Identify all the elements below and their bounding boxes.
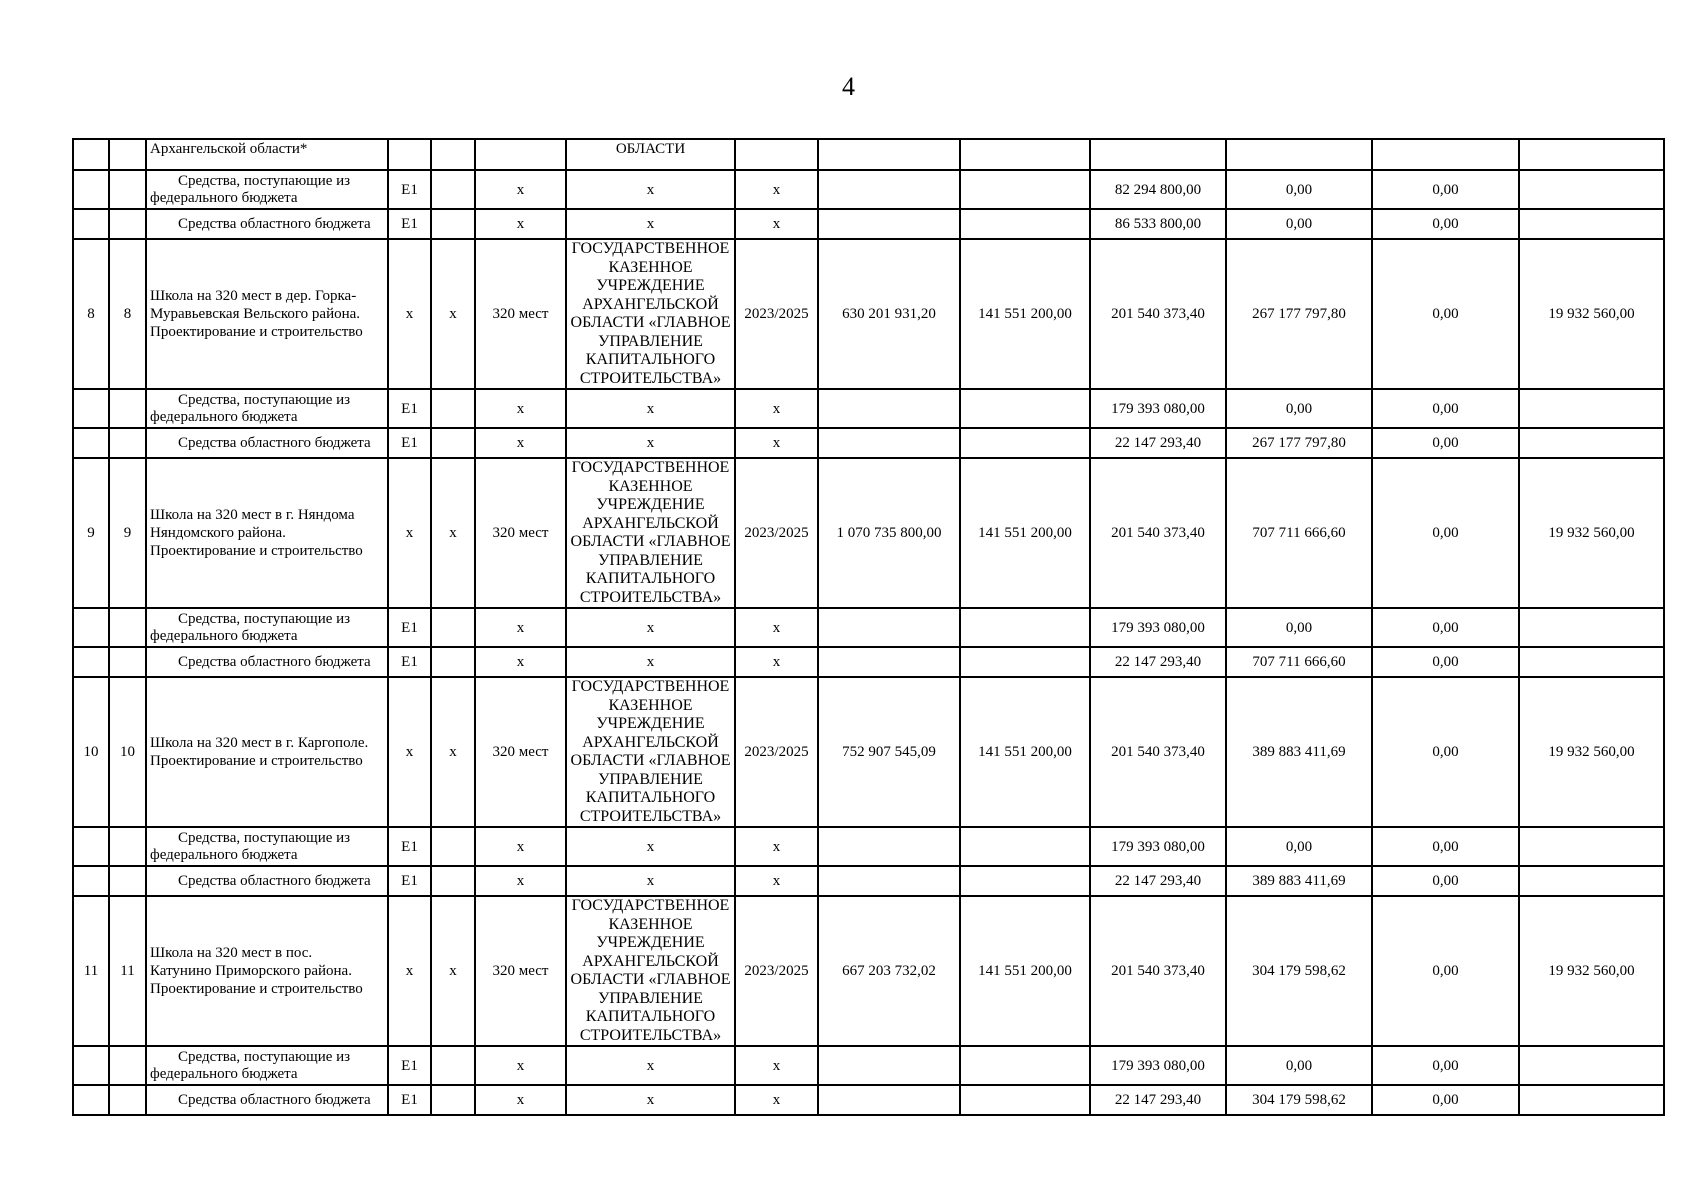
cell-num1: 9 — [73, 458, 109, 608]
cell-organization — [566, 458, 735, 608]
cell-c10: 389 883 411,69 — [1226, 866, 1372, 896]
table-row-regional-funds — [73, 866, 1664, 896]
cell-c3 — [431, 1085, 475, 1115]
cell-c10: 0,00 — [1226, 1046, 1372, 1085]
name-line: Проектирование и строительство — [150, 981, 363, 997]
cell-c12 — [1519, 1046, 1664, 1085]
cell-num2 — [109, 866, 146, 896]
name-line: Средства, поступающие из — [178, 391, 351, 408]
cell-organization: х — [566, 1085, 735, 1115]
cell-period: х — [735, 428, 818, 458]
cell-c3: х — [431, 896, 475, 1046]
table-row-regional-funds — [73, 209, 1664, 239]
cell-num1 — [73, 1085, 109, 1115]
cell-total-cost — [818, 647, 960, 677]
cell-code: х — [388, 896, 431, 1046]
cell-total-cost — [818, 608, 960, 647]
cell-capacity: х — [475, 209, 566, 239]
cell-capacity: 320 мест — [475, 896, 566, 1046]
cell-num2 — [109, 428, 146, 458]
cell-name — [146, 1046, 388, 1085]
cell-code: х — [388, 677, 431, 827]
cell-c8 — [960, 827, 1090, 866]
cell-c11: 0,00 — [1372, 239, 1519, 389]
org-line: КАЗЕННОЕ — [608, 258, 693, 276]
cell-period: х — [735, 647, 818, 677]
org-line: УПРАВЛЕНИЕ — [598, 989, 703, 1007]
cell-num2 — [109, 139, 146, 170]
cell-c11: 0,00 — [1372, 1085, 1519, 1115]
cell-c3 — [431, 389, 475, 428]
cell-total-cost: 667 203 732,02 — [818, 896, 960, 1046]
table-body — [73, 139, 1664, 1115]
cell-c11 — [1372, 139, 1519, 170]
cell-num1 — [73, 428, 109, 458]
cell-period: х — [735, 608, 818, 647]
cell-num1 — [73, 139, 109, 170]
cell-code: Е1 — [388, 827, 431, 866]
cell-c10: 267 177 797,80 — [1226, 239, 1372, 389]
cell-code: Е1 — [388, 389, 431, 428]
cell-organization: х — [566, 866, 735, 896]
cell-period: 2023/2025 — [735, 677, 818, 827]
org-line: СТРОИТЕЛЬСТВА» — [579, 1026, 722, 1044]
cell-c9: 22 147 293,40 — [1090, 428, 1226, 458]
cell-c3: х — [431, 458, 475, 608]
cell-c8: 141 551 200,00 — [960, 896, 1090, 1046]
cell-organization: ОБЛАСТИ — [566, 139, 735, 170]
cell-c9 — [1090, 139, 1226, 170]
cell-c3 — [431, 428, 475, 458]
cell-name — [146, 647, 388, 677]
cell-c12: 19 932 560,00 — [1519, 677, 1664, 827]
table-row-federal-funds — [73, 389, 1664, 428]
cell-c10: 304 179 598,62 — [1226, 896, 1372, 1046]
cell-period: х — [735, 1085, 818, 1115]
cell-c12 — [1519, 1085, 1664, 1115]
table-row-project — [73, 677, 1664, 827]
org-line: СТРОИТЕЛЬСТВА» — [579, 369, 722, 387]
cell-num1: 8 — [73, 239, 109, 389]
cell-c8: 141 551 200,00 — [960, 458, 1090, 608]
org-line: КАЗЕННОЕ — [608, 696, 693, 714]
cell-code: Е1 — [388, 608, 431, 647]
cell-c9: 179 393 080,00 — [1090, 608, 1226, 647]
cell-num2 — [109, 827, 146, 866]
cell-total-cost — [818, 209, 960, 239]
org-line: КАПИТАЛЬНОГО — [585, 789, 716, 806]
name-line: Средства, поступающие из — [178, 829, 351, 846]
cell-code: х — [388, 458, 431, 608]
cell-num2: 10 — [109, 677, 146, 827]
cell-c12: 19 932 560,00 — [1519, 896, 1664, 1046]
table-row-project — [73, 896, 1664, 1046]
org-line: ГОСУДАРСТВЕННОЕ — [571, 678, 730, 695]
cell-c11: 0,00 — [1372, 608, 1519, 647]
cell-name — [146, 677, 388, 827]
org-line: УЧРЕЖДЕНИЕ — [596, 934, 705, 951]
cell-name — [146, 896, 388, 1046]
name-line: Средства, поступающие из — [178, 1048, 351, 1065]
cell-c3 — [431, 827, 475, 866]
cell-c10: 389 883 411,69 — [1226, 677, 1372, 827]
cell-code: Е1 — [388, 1085, 431, 1115]
org-line: КАЗЕННОЕ — [608, 915, 693, 933]
cell-c10: 267 177 797,80 — [1226, 428, 1372, 458]
cell-num2: 11 — [109, 896, 146, 1046]
cell-name — [146, 239, 388, 389]
cell-total-cost — [818, 389, 960, 428]
cell-name: Архангельской области* — [146, 139, 388, 170]
org-line: АРХАНГЕЛЬСКОЙ — [582, 733, 719, 751]
name-line: Школа на 320 мест в г. Няндома — [150, 507, 355, 523]
cell-code: Е1 — [388, 209, 431, 239]
name-line: федерального бюджета — [150, 846, 298, 863]
name-line: Школа на 320 мест в дер. Горка- — [150, 288, 357, 304]
cell-period: х — [735, 827, 818, 866]
cell-organization: х — [566, 827, 735, 866]
name-line: федерального бюджета — [150, 189, 298, 206]
cell-name — [146, 827, 388, 866]
cell-c11: 0,00 — [1372, 428, 1519, 458]
org-line: ГОСУДАРСТВЕННОЕ — [571, 897, 730, 914]
table-row-regional-funds — [73, 428, 1664, 458]
cell-c12 — [1519, 209, 1664, 239]
cell-c11: 0,00 — [1372, 647, 1519, 677]
cell-total-cost — [818, 866, 960, 896]
cell-c11: 0,00 — [1372, 209, 1519, 239]
page-number: 4 — [842, 72, 855, 101]
cell-code: Е1 — [388, 866, 431, 896]
cell-c3 — [431, 866, 475, 896]
cell-c10: 707 711 666,60 — [1226, 647, 1372, 677]
cell-c8 — [960, 608, 1090, 647]
cell-num1 — [73, 647, 109, 677]
name-line: Средства областного бюджета — [178, 215, 371, 232]
cell-code: Е1 — [388, 428, 431, 458]
cell-c3 — [431, 1046, 475, 1085]
cell-c12: 19 932 560,00 — [1519, 458, 1664, 608]
cell-capacity: х — [475, 827, 566, 866]
cell-period: 2023/2025 — [735, 896, 818, 1046]
cell-c12 — [1519, 170, 1664, 209]
cell-name — [146, 428, 388, 458]
cell-organization: х — [566, 170, 735, 209]
cell-period — [735, 139, 818, 170]
cell-num1 — [73, 1046, 109, 1085]
cell-capacity: х — [475, 1046, 566, 1085]
name-line: Муравьевская Вельского района. — [150, 306, 361, 322]
cell-c8: 141 551 200,00 — [960, 677, 1090, 827]
org-line: ГОСУДАРСТВЕННОЕ — [571, 459, 730, 476]
cell-name — [146, 389, 388, 428]
cell-c11: 0,00 — [1372, 1046, 1519, 1085]
table-row-project — [73, 239, 1664, 389]
org-line: УПРАВЛЕНИЕ — [598, 332, 703, 350]
table-row-federal-funds — [73, 170, 1664, 209]
org-line: УПРАВЛЕНИЕ — [598, 551, 703, 569]
cell-c9: 201 540 373,40 — [1090, 677, 1226, 827]
name-line: Средства, поступающие из — [178, 172, 351, 189]
table-row-regional-funds — [73, 647, 1664, 677]
investment-table — [72, 138, 1665, 1116]
cell-code — [388, 139, 431, 170]
table-row-federal-funds — [73, 608, 1664, 647]
cell-c3 — [431, 139, 475, 170]
cell-total-cost: 752 907 545,09 — [818, 677, 960, 827]
org-line: АРХАНГЕЛЬСКОЙ — [582, 952, 719, 970]
cell-num2: 8 — [109, 239, 146, 389]
org-line: ГОСУДАРСТВЕННОЕ — [571, 240, 730, 257]
cell-c8: 141 551 200,00 — [960, 239, 1090, 389]
cell-c9: 82 294 800,00 — [1090, 170, 1226, 209]
cell-capacity: 320 мест — [475, 239, 566, 389]
table-row-federal-funds — [73, 1046, 1664, 1085]
cell-period: х — [735, 209, 818, 239]
cell-c3: х — [431, 239, 475, 389]
org-line: УЧРЕЖДЕНИЕ — [596, 715, 705, 732]
cell-c11: 0,00 — [1372, 827, 1519, 866]
org-line: КАПИТАЛЬНОГО — [585, 351, 716, 368]
cell-name — [146, 209, 388, 239]
cell-c3 — [431, 608, 475, 647]
org-line: УЧРЕЖДЕНИЕ — [596, 496, 705, 513]
cell-num1 — [73, 209, 109, 239]
cell-capacity: х — [475, 170, 566, 209]
table-row-project — [73, 458, 1664, 608]
cell-c12 — [1519, 428, 1664, 458]
cell-organization — [566, 677, 735, 827]
cell-c9: 201 540 373,40 — [1090, 239, 1226, 389]
cell-capacity: 320 мест — [475, 677, 566, 827]
cell-c10 — [1226, 139, 1372, 170]
cell-organization — [566, 239, 735, 389]
cell-c9: 22 147 293,40 — [1090, 866, 1226, 896]
cell-period: х — [735, 170, 818, 209]
name-line: Проектирование и строительство — [150, 753, 363, 769]
cell-name — [146, 866, 388, 896]
cell-c11: 0,00 — [1372, 866, 1519, 896]
cell-c10: 0,00 — [1226, 389, 1372, 428]
cell-c3: х — [431, 677, 475, 827]
cell-name — [146, 458, 388, 608]
table-row-continuation — [73, 139, 1664, 170]
cell-total-cost — [818, 428, 960, 458]
cell-c10: 707 711 666,60 — [1226, 458, 1372, 608]
name-line: Средства областного бюджета — [178, 1091, 371, 1108]
name-line: Средства областного бюджета — [178, 434, 371, 451]
cell-code: Е1 — [388, 647, 431, 677]
org-line: ОБЛАСТИ «ГЛАВНОЕ — [570, 314, 731, 331]
cell-c9: 179 393 080,00 — [1090, 827, 1226, 866]
cell-c10: 304 179 598,62 — [1226, 1085, 1372, 1115]
cell-c8 — [960, 209, 1090, 239]
cell-num2 — [109, 1085, 146, 1115]
cell-capacity: х — [475, 608, 566, 647]
org-line: КАЗЕННОЕ — [608, 477, 693, 495]
cell-num1: 10 — [73, 677, 109, 827]
table-row-regional-funds — [73, 1085, 1664, 1115]
cell-code: Е1 — [388, 170, 431, 209]
cell-organization: х — [566, 608, 735, 647]
cell-capacity: х — [475, 647, 566, 677]
cell-c3 — [431, 170, 475, 209]
org-line: КАПИТАЛЬНОГО — [585, 570, 716, 587]
cell-c11: 0,00 — [1372, 677, 1519, 827]
cell-capacity: 320 мест — [475, 458, 566, 608]
name-line: Катунино Приморского района. — [150, 963, 352, 979]
cell-num1 — [73, 827, 109, 866]
cell-total-cost — [818, 827, 960, 866]
cell-c3 — [431, 647, 475, 677]
cell-total-cost — [818, 170, 960, 209]
cell-num2 — [109, 608, 146, 647]
cell-code: х — [388, 239, 431, 389]
cell-total-cost — [818, 1085, 960, 1115]
cell-c11: 0,00 — [1372, 896, 1519, 1046]
cell-c8 — [960, 170, 1090, 209]
cell-organization — [566, 896, 735, 1046]
cell-capacity: х — [475, 389, 566, 428]
name-line: Школа на 320 мест в пос. — [150, 945, 313, 961]
cell-capacity: х — [475, 866, 566, 896]
cell-num2: 9 — [109, 458, 146, 608]
cell-c3 — [431, 209, 475, 239]
cell-num2 — [109, 647, 146, 677]
cell-c9: 201 540 373,40 — [1090, 896, 1226, 1046]
name-line: Средства областного бюджета — [178, 872, 371, 889]
org-line: ОБЛАСТИ «ГЛАВНОЕ — [570, 533, 731, 550]
cell-c10: 0,00 — [1226, 608, 1372, 647]
cell-c10: 0,00 — [1226, 170, 1372, 209]
cell-c12 — [1519, 139, 1664, 170]
cell-c12 — [1519, 827, 1664, 866]
cell-c9: 179 393 080,00 — [1090, 1046, 1226, 1085]
cell-c9: 201 540 373,40 — [1090, 458, 1226, 608]
cell-c8 — [960, 139, 1090, 170]
cell-name — [146, 170, 388, 209]
cell-period: х — [735, 866, 818, 896]
cell-c12 — [1519, 608, 1664, 647]
cell-total-cost — [818, 1046, 960, 1085]
name-line: федерального бюджета — [150, 627, 298, 644]
cell-capacity — [475, 139, 566, 170]
cell-c8 — [960, 389, 1090, 428]
cell-c8 — [960, 428, 1090, 458]
cell-name — [146, 608, 388, 647]
cell-total-cost: 1 070 735 800,00 — [818, 458, 960, 608]
name-line: Проектирование и строительство — [150, 324, 363, 340]
name-line: Средства областного бюджета — [178, 653, 371, 670]
cell-period: х — [735, 1046, 818, 1085]
cell-c12 — [1519, 389, 1664, 428]
cell-period: 2023/2025 — [735, 458, 818, 608]
cell-c8 — [960, 866, 1090, 896]
org-line: ОБЛАСТИ «ГЛАВНОЕ — [570, 752, 731, 769]
cell-c11: 0,00 — [1372, 389, 1519, 428]
cell-organization: х — [566, 428, 735, 458]
cell-c9: 179 393 080,00 — [1090, 389, 1226, 428]
cell-organization: х — [566, 389, 735, 428]
cell-code: Е1 — [388, 1046, 431, 1085]
org-line: КАПИТАЛЬНОГО — [585, 1008, 716, 1025]
org-line: АРХАНГЕЛЬСКОЙ — [582, 514, 719, 532]
org-line: ОБЛАСТИ «ГЛАВНОЕ — [570, 971, 731, 988]
table-row-federal-funds — [73, 827, 1664, 866]
cell-total-cost: 630 201 931,20 — [818, 239, 960, 389]
cell-num2 — [109, 170, 146, 209]
org-line: УЧРЕЖДЕНИЕ — [596, 277, 705, 294]
org-line: АРХАНГЕЛЬСКОЙ — [582, 295, 719, 313]
cell-num1: 11 — [73, 896, 109, 1046]
name-line: федерального бюджета — [150, 1065, 298, 1082]
cell-c8 — [960, 647, 1090, 677]
name-line: Проектирование и строительство — [150, 543, 363, 559]
cell-period: 2023/2025 — [735, 239, 818, 389]
cell-c10: 0,00 — [1226, 827, 1372, 866]
cell-organization: х — [566, 209, 735, 239]
cell-num2 — [109, 1046, 146, 1085]
cell-c12 — [1519, 866, 1664, 896]
cell-c9: 22 147 293,40 — [1090, 1085, 1226, 1115]
cell-name — [146, 1085, 388, 1115]
cell-total-cost — [818, 139, 960, 170]
cell-num2 — [109, 209, 146, 239]
org-line: СТРОИТЕЛЬСТВА» — [579, 807, 722, 825]
cell-capacity: х — [475, 1085, 566, 1115]
org-line: УПРАВЛЕНИЕ — [598, 770, 703, 788]
cell-num1 — [73, 866, 109, 896]
org-line: СТРОИТЕЛЬСТВА» — [579, 588, 722, 606]
name-line: Средства, поступающие из — [178, 610, 351, 627]
cell-capacity: х — [475, 428, 566, 458]
cell-num1 — [73, 608, 109, 647]
cell-c12: 19 932 560,00 — [1519, 239, 1664, 389]
cell-organization: х — [566, 1046, 735, 1085]
cell-organization: х — [566, 647, 735, 677]
cell-num1 — [73, 389, 109, 428]
cell-c11: 0,00 — [1372, 170, 1519, 209]
name-line: Няндомского района. — [150, 525, 286, 541]
cell-c11: 0,00 — [1372, 458, 1519, 608]
cell-period: х — [735, 389, 818, 428]
name-line: Школа на 320 мест в г. Каргополе. — [150, 735, 369, 751]
cell-num2 — [109, 389, 146, 428]
cell-c8 — [960, 1085, 1090, 1115]
cell-c8 — [960, 1046, 1090, 1085]
name-line: федерального бюджета — [150, 408, 298, 425]
cell-c9: 86 533 800,00 — [1090, 209, 1226, 239]
cell-c9: 22 147 293,40 — [1090, 647, 1226, 677]
cell-c10: 0,00 — [1226, 209, 1372, 239]
cell-c12 — [1519, 647, 1664, 677]
cell-num1 — [73, 170, 109, 209]
